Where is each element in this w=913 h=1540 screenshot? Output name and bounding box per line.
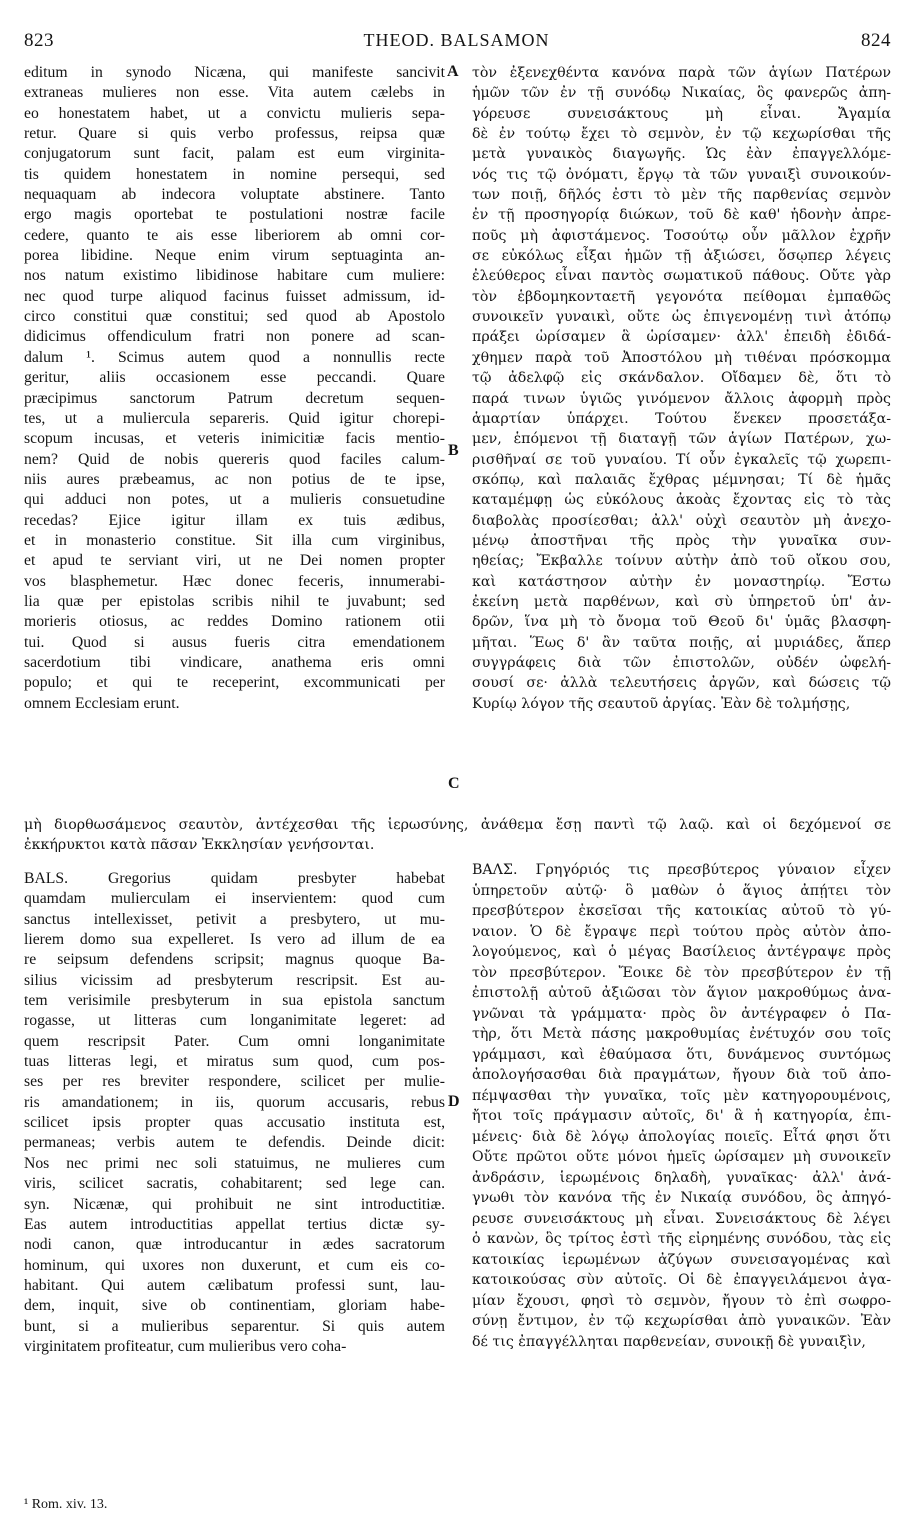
text-line: ἁμαρτίαν ὑπάρχει. Τούτου ἕνεκεν προσετάξα- (472, 410, 891, 427)
text-line: permaneas; verbis autem te defendis. Deinde dicit: (24, 1134, 445, 1152)
text-line: porea libidine. Neque enim virum septuaginta an- (24, 247, 445, 265)
text-line: nos natum existimo libidinose habitare cum muliere: (24, 267, 445, 285)
running-title: THEOD. BALSAMON (363, 30, 550, 50)
text-line: γνωθι τὸν κανόνα τῆς ἐν Νικαίᾳ συνόδου, ὃς ἀπηγό- (472, 1190, 891, 1206)
text-line: re seipsum defendens scripsit; magnus quoque Ba- (24, 951, 445, 969)
text-line: extraneas mulieres non esse. Vita autem cælebs in (24, 84, 445, 102)
text-line: των ποιῇ, δῆλός ἐστι τὸ μὲν τῆς παρθενίας σεμνὸν (472, 187, 891, 204)
text-line: ποῦς μὴ ἀφιστάμενος. Τοσούτῳ οὖν μᾶλλον ἐχρῆν (472, 227, 891, 244)
text-line: nodi canon, quæ introducantur in ædes sacratorum (24, 1236, 445, 1254)
text-line: ἐν τῇ προσηγορίᾳ διώκων, τοῦ δὲ καθ' ἡδονὴν ἀπρε- (472, 207, 891, 224)
text-line: niis aures præbeamus, ac non potius de te ipse, (24, 470, 445, 488)
text-line: παρά τινων ὑγιῶς γινόμενον ἄλλοις ἀφορμὴ πρὸς (472, 390, 891, 407)
text-line: ὑπηρετοῦν αὐτῷ· ὃ μαθὼν ὁ ἅγιος ἀπῄτει τὸν (472, 882, 891, 899)
text-line: rogasse, ut litteras cum longanimitate legeret: ad (24, 1012, 445, 1030)
text-line: lierem domo sua expelleret. Is vero ad illum de ea (24, 931, 445, 949)
greek-column-bottom (472, 860, 891, 1352)
text-line: geritur, aliis occasionem esse peccandi. Quare (24, 369, 445, 387)
text-line: viris, scilicet sacratis, cohabitarent; sed lege can. (24, 1175, 445, 1193)
text-line: ἀνδράσιν, ἱερωμένοις δηλαδὴ, γυναῖκας· ἀλλ' ἀνά- (472, 1169, 891, 1186)
text-line: silius vicissim ad presbyterum rescripsit. Est au- (24, 971, 445, 989)
greek-column-top (472, 63, 891, 714)
text-line: χθημεν παρὰ τοῦ Ἀποστόλου μὴ τιθέναι πρόσκομμα (472, 349, 891, 366)
text-line: et apud te serviant viri, ut ne Dei nomen propter (24, 552, 445, 570)
text-line: ΒΑΛΣ. Γρηγόριός τις πρεσβύτερος γύναιον εἶχεν (472, 862, 891, 878)
text-line: πέμψασθαι τὴν γυναῖκα, τοῖς μὲν κατηγορουμένοις, (472, 1087, 891, 1104)
text-line: ris amandationem; in iis, quorum accusaris, rebus (24, 1093, 445, 1111)
text-line: nem? Quid de nobis quereris quod faciles calum- (24, 450, 445, 468)
text-line: ἐκείνη μετὰ παρθένων, καὶ σὺ ὑπηρετοῦ ὑπ' ἀν- (472, 593, 891, 610)
text-line: τὸν πρεσβύτερον. Ἔοικε δὲ τὸν πρεσβύτερον ἐν τῇ (472, 964, 891, 981)
text-line: et in monasterio constitue. Sit illa cum virginibus, (24, 531, 445, 549)
text-line: δέ τις ἐπαγγέλληται παρθενείαν, συνοικῇ δὲ γυναιξὶν, (472, 1333, 866, 1350)
text-line: λογούμενος, καὶ ὁ μέγας Βασίλειος ἀντέγραψε πρὸς (472, 944, 891, 960)
text-line: ergo magis oportebat te postulationi nostræ facile (24, 206, 445, 224)
text-line: nequaquam ab indecora voluptate abstinere. Tanto (24, 186, 445, 204)
text-line: tui. Quod si ausus fueris citra emendationem (24, 633, 445, 651)
text-line: ηθείας; Ἔκβαλλε τοίνυν αὐτὴν ἀπὸ τοῦ οἴκου σου, (472, 553, 891, 570)
text-line: τὸν ἐξενεχθέντα κανόνα παρὰ τῶν ἁγίων Πατέρων (472, 65, 891, 81)
text-line: nec quod turpe aliquod facinus fuisset admissum, id- (24, 287, 445, 305)
text-line: σύνῃ ἔντιμον, ἐν τῷ κεχωρίσθαι ἀπὸ γυναικῶν. Ἐὰν (472, 1313, 891, 1329)
text-line: Οὔτε πρῶτοι οὔτε μόνοι ἡμεῖς ὡρίσαμεν μὴ συνοικεῖν (472, 1149, 891, 1165)
text-line: Eas autem introductitias appellat tertius dictæ sy- (24, 1215, 445, 1233)
text-line: dalum ¹. Scimus autem quod a nonnullis recte (24, 348, 445, 366)
text-line: tem verisimile presbyterum in sua epistola sanctum (24, 992, 445, 1010)
text-line: didicimus offendiculum fratri non ponere ad scan- (24, 328, 445, 346)
text-line: σουσί σε· ἀλλὰ τελευτήσεις ἀργῶν, καὶ δώσεις τῷ (472, 675, 891, 692)
text-line: σε εὐκόλως εἶξαι ἡμῶν τῇ ἀξιώσει, ὅσῳπερ λέγεις (472, 248, 891, 265)
text-line: lia quæ per epistolas scribis nihil te juvabunt; sed (24, 592, 445, 610)
text-line: γνῶναι τὰ γράμματα· πρὸς ὃν ἀντέγραφεν ὁ Πα- (472, 1005, 891, 1022)
text-line: populo; et qui te receperint, excommunicati per (24, 674, 445, 692)
text-line: quamdam mulierculam ei inservientem: quod cum (24, 890, 445, 908)
text-line: dem, inquit, sive ob continentiam, gloriam habe- (24, 1297, 445, 1315)
text-line: tis quidem honestatem in nomine persequi, sed (24, 165, 445, 183)
text-line: τῷ ἀδελφῷ εἰς σκάνδαλον. Οἴδαμεν δὲ, ὅτι τὸ (472, 370, 891, 387)
text-line: σκόπῳ, καὶ παλαιᾶς ἔχθρας μέμνησαι; Τί δὲ ἡμᾶς (472, 471, 891, 488)
footnote: ¹ Rom. xiv. 13. (24, 1497, 108, 1512)
text-line: πράξει ὡρίσαμεν ἃ ὡρίσαμεν· ἀλλ' ἐπειδὴ ἐδιδά- (472, 329, 891, 346)
text-line: ρισθῆναί σε τοῦ γυναίου. Τί οὖν ἐγκαλεῖς τῷ χωρεπι- (472, 451, 891, 468)
text-line: tes, ut a muliercula separeris. Quid igitur chorepi- (24, 409, 445, 427)
text-line: circo constitui quæ constitui; sed quod ab Apostolo (24, 308, 445, 326)
text-line: δρῶν, ἵνα μὴ τὸ ὄνομα τοῦ Θεοῦ δι' ὑμᾶς βλασφη- (472, 614, 891, 631)
text-line: omnem Ecclesiam erunt. (24, 694, 180, 712)
text-line: quem rescripsit Pater. Cum omni longanimitate (24, 1032, 445, 1050)
text-line: conjugatorum sunt facit, palam est eum virginita- (24, 145, 445, 163)
text-line: ἡμῶν τῶν ἐν τῇ συνόδῳ Νικαίας, ὃς φανερῶς ἀπη- (472, 85, 891, 102)
text-line: ses per res breviter respondere, scilicet per mulie- (24, 1073, 445, 1091)
text-line: bunt, si a mulieribus separentur. Si quis autem (24, 1317, 445, 1335)
text-line: editum in synodo Nicæna, qui manifeste sancivit (24, 64, 445, 81)
text-line: recedas? Ejice igitur illam ex tuis ædibus, (24, 511, 445, 529)
text-line: ὁ κανὼν, ὃς τρίτος ἐστὶ τῆς εἰρημένης συνόδου, τὰς εἰς (472, 1231, 891, 1247)
text-line: διαβολὰς προσίεσθαι; ἀλλ' οὐχὶ σεαυτὸν μὴ ἀνεχο- (472, 512, 891, 529)
text-line: virginitatem profiteatur, cum mulieribus vero coha- (24, 1337, 347, 1355)
text-line: τὴρ, ὅτι Μετὰ πάσης μακροθυμίας ἐνέτυχόν σου τοῖς (472, 1026, 891, 1042)
text-line: tuas litteras legi, et miratus sum quod, cum pos- (24, 1053, 445, 1071)
page-number-left: 823 (24, 30, 54, 51)
text-line: eo honestatem habet, ut a convictu mulieris sepa- (24, 104, 445, 122)
latin-column-top (24, 63, 445, 714)
text-line: sanctus intellexisset, petivit a presbytero, ut mu- (24, 910, 445, 928)
text-line: μὴ διορθωσάμενος σεαυτὸν, ἀντέχεσθαι τῆς ἱερωσύνης, ἀνάθεμα ἔσῃ παντὶ τῷ λαῷ. καὶ οἱ δεχόμενοί σε (24, 817, 891, 833)
text-line: ρευσε συνεισάκτους μὴ εἶναι. Συνεισάκτους δὲ λέγει (472, 1210, 891, 1227)
text-line: scilicet ipsis propter quas accusatio instituta est, (24, 1114, 445, 1132)
text-line: συγγράφεις διὰ τῶν ἐπιστολῶν, οὐδέν ὠφελή- (472, 654, 891, 671)
text-line: καταμέμφῃ ὡς εὐκόλους ἀκοὰς ἔχοντας εἰς τὸ τὰς (472, 492, 891, 509)
text-line: μίαν ἔχουσι, φησὶ τὸ σεμνὸν, ἤγουν τὸ ἐπὶ σωφρο- (472, 1292, 891, 1309)
text-line: ἐκκήρυκτοι κατὰ πᾶσαν Ἐκκλησίαν γενήσονται. (24, 837, 375, 853)
text-line: syn. Nicænæ, qui prohibuit ne sint introductitiæ. (24, 1195, 445, 1213)
text-line: BALS. Gregorius quidam presbyter habebat (24, 870, 445, 887)
text-line: ἐπιστολῇ αὐτοῦ ἀξιῶσαι τὸν ἅγιον μακροθύμως ἀνα- (472, 985, 891, 1001)
text-line: ἀπολογήσασθαι διὰ πραγμάτων, ἤγουν διὰ τοῦ ἀπο- (472, 1067, 891, 1083)
text-line: κατοικίας ἱερωμένων ἀζύγων συνεισαγομένας καὶ (472, 1251, 891, 1268)
text-line: κατοικούσας σὺν αὐτοῖς. Οἱ δὲ ἐπαγγειλάμενοι ἀγα- (472, 1272, 891, 1288)
text-line: ἤτοι τοῖς πράγμασιν αὐτοῖς, δι' ἃ ἡ κατηγορία, ἐπι- (472, 1108, 891, 1124)
text-line: μένῳ ἀποστῆναι τῆς πρὸς τὴν γυναῖκα συν- (472, 532, 891, 549)
text-line: μεν, ἑπόμενοι τῇ διαταγῇ τῶν ἁγίων Πατέρων, χω- (472, 431, 891, 448)
text-line: ἐλεύθερος εἶναι παντὸς σωματικοῦ πάθους. Οὔτε γὰρ (472, 268, 891, 285)
text-line: ναιον. Ὁ δὲ ἔγραψε περὶ τούτου πρὸς αὐτὸν ἀπο- (472, 923, 891, 940)
greek-spanning-lines (24, 815, 891, 855)
text-line: sacerdotium tibi vindicare, anathema eris omni (24, 653, 445, 671)
text-line: hominum, qui uxores non duxerunt, et cum eis co- (24, 1256, 445, 1274)
text-line: vos blasphemetur. Hæc donec feceris, innumerabi- (24, 572, 445, 590)
margin-marker-c: C (448, 775, 460, 792)
text-line: habitant. Qui autem cælibatum professi sunt, lau- (24, 1276, 445, 1294)
text-line: συνοικεῖν γυναικὶ, οὔτε ὡς ἐπιγενομένῃ τινὶ ἀτόπῳ (472, 309, 891, 326)
page-number-right: 824 (861, 30, 891, 51)
margin-marker-d: D (448, 1093, 460, 1110)
text-line: μῆται. Ἕως δ' ἂν ταῦτα ποιῇς, αἱ μυριάδες, ἅπερ (472, 634, 891, 651)
text-line: δὲ ἐν τούτῳ ἔχει τὸ σεμνὸν, ἐν τῷ κεχωρίσθαι τῆς (472, 126, 891, 143)
text-line: Nos nec primi nec soli statuimus, ne mulieres cum (24, 1154, 445, 1172)
margin-marker-b: B (448, 442, 459, 459)
text-line: καὶ κατάστησον αὐτὴν ἐν μοναστηρίῳ. Ἔστω (472, 573, 891, 590)
text-line: μένεις· διὰ δὲ λόγῳ ἀπολογίας ποιεῖς. Εἶτά φησι ὅτι (472, 1128, 891, 1145)
text-line: πρεσβύτερον ἐκσεῖσαι τῆς κατοικίας αὐτοῦ τὸ γύ- (472, 903, 891, 919)
text-line: cedere, quanto te ais esse liberiorem ab omni cor- (24, 226, 445, 244)
text-line: γόρευσε συνεισάκτους μὴ εἶναι. Ἄγαμία (472, 105, 891, 122)
text-line: γράμμασι, καὶ ἐθαύμασα ὅτι, δυνάμενος συντόμως (472, 1046, 891, 1063)
text-line: retur. Quare si quis verbo professus, reipsa quæ (24, 125, 445, 143)
latin-column-bottom (24, 869, 445, 1357)
margin-marker-a: A (447, 63, 459, 80)
text-line: τὸν ἑβδομηκονταετῆ γεγονότα πείθομαι ἐμπαθῶς (472, 288, 891, 305)
text-line: μετὰ γυναικὸς διαγωγῆς. Ὡς ἐὰν ἐπαγγελλόμε- (472, 146, 891, 163)
text-line: Κυρίῳ λόγον τῆς σεαυτοῦ ἀργίας. Ἐὰν δὲ τολμήσῃς, (472, 695, 851, 712)
text-line: morieris otiosus, ac reddes Domino rationem otii (24, 613, 445, 631)
text-line: qui adduci non potes, ut a mulieris consuetudine (24, 491, 445, 509)
text-line: νός τις τῷ ὀνόματι, ἔργῳ τὰ τῶν γυναιξὶ συνοικούν- (472, 166, 891, 183)
text-line: præcipimus sanctorum Patrum decretum sequen- (24, 389, 445, 407)
text-line: scopum incusas, et veteris inimicitiæ facis mentio- (24, 430, 445, 448)
